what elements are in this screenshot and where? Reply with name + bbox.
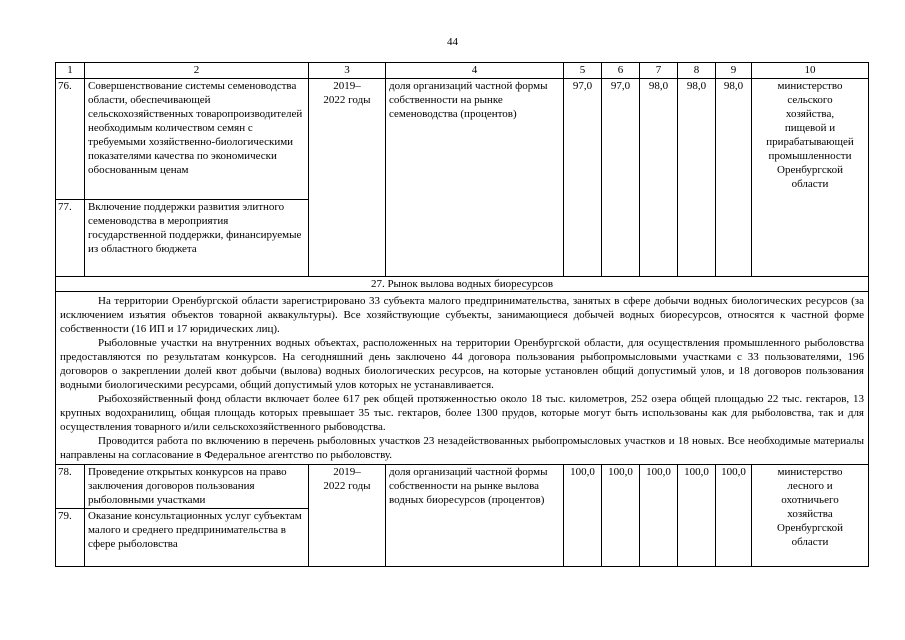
value-cell: 97,0 <box>564 79 602 277</box>
measure-description: Совершенствование системы семеноводства области, обеспечивающей сельскохозяйственных товаропроизводителей необходимым количеством семян с требуемыми хозяйственно-биологическими показателями качества по экономически обоснованным ценам <box>85 79 309 200</box>
column-number: 5 <box>564 63 602 79</box>
value-cell: 98,0 <box>640 79 678 277</box>
narrative-paragraph: Рыболовные участки на внутренних водных объектах, расположенных на территории Оренбургской области, для осуществления промышленного рыболовства предоставляются по результатам конкурсов. На сегодняшний день заключено 44 договора пользования рыбопромысловыми участками с 33 пользователями, 196 договоров о закреплении долей квот добычи (вылова) водных биологических ресурсов, на которые установлен общий допустимый улов, и 18 договоров пользования водными биологическими ресурсами, общий допустимый улов которых не устанавливается. <box>60 337 864 391</box>
indicator-cell: доля организаций частной формы собственности на рынке вылова водных биоресурсов (процентов) <box>386 465 564 567</box>
page-number: 44 <box>447 36 458 48</box>
column-number-header <box>56 63 869 79</box>
period-text: 2019– 2022 годы <box>323 80 371 106</box>
value-cell: 100,0 <box>602 465 640 567</box>
program-table <box>55 62 869 567</box>
value-cell: 100,0 <box>564 465 602 567</box>
row-number: 77. <box>56 200 85 277</box>
column-number: 2 <box>85 63 309 79</box>
period-cell <box>309 465 386 567</box>
value-cell: 97,0 <box>602 79 640 277</box>
narrative-paragraph: Рыбохозяйственный фонд области включает более 617 рек общей протяженностью около 18 тыс. километров, 252 озера общей площадью 22 тыс. гектаров, 13 крупных водохранилищ, общая площадь которых превышает 35 тыс. гектаров, более 1300 прудов, которые могут быть использованы как для рыболовства, так и для осуществления товарного и/или сельскохозяйственного рыбоводства. <box>60 393 864 433</box>
measure-description: Проведение открытых конкурсов на право заключения договоров пользования рыболовными участками <box>85 465 309 509</box>
value-cell: 100,0 <box>716 465 752 567</box>
column-number: 1 <box>56 63 85 79</box>
value-cell: 98,0 <box>716 79 752 277</box>
section-row <box>56 277 869 292</box>
table-row <box>56 465 869 509</box>
table-row <box>56 79 869 200</box>
column-number: 10 <box>752 63 869 79</box>
column-number: 7 <box>640 63 678 79</box>
responsible-cell: министерство лесного и охотничьего хозяйства Оренбургской области <box>752 465 869 567</box>
narrative-paragraph: На территории Оренбургской области зарегистрировано 33 субъекта малого предпринимательства, занятых в сфере добычи водных биологических ресурсов (за исключением изъятия объектов товарной аквакультуры). Все хозяйствующие субъекты, занимающиеся добычей водных биоресурсов, относятся к частной форме собственности (16 ИП и 17 юридических лиц). <box>60 295 864 335</box>
column-number: 4 <box>386 63 564 79</box>
value-cell: 100,0 <box>678 465 716 567</box>
column-number: 3 <box>309 63 386 79</box>
column-number: 8 <box>678 63 716 79</box>
measure-description: Оказание консультационных услуг субъектам малого и среднего предпринимательства в сфере рыболовства <box>85 509 309 567</box>
section-narrative <box>56 292 869 465</box>
row-number: 79. <box>56 509 85 567</box>
value-cell: 98,0 <box>678 79 716 277</box>
column-number: 9 <box>716 63 752 79</box>
period-cell <box>309 79 386 277</box>
narrative-paragraph: Проводится работа по включению в перечень рыболовных участков 23 незадействованных рыбопромысловых участков и 18 новых. Все необходимые материалы направлены на согласование в Федеральное агентство по рыболовству. <box>60 435 864 461</box>
responsible-cell: министерство сельского хозяйства, пищевой и прирабатывающей промышленности Оренбургской области <box>752 79 869 277</box>
row-number: 76. <box>56 79 85 200</box>
section-title: 27. Рынок вылова водных биоресурсов <box>56 277 869 292</box>
indicator-cell: доля организаций частной формы собственности на рынке семеноводства (процентов) <box>386 79 564 277</box>
row-number: 78. <box>56 465 85 509</box>
narrative-row <box>56 292 869 465</box>
value-cell: 100,0 <box>640 465 678 567</box>
period-text: 2019– 2022 годы <box>323 466 371 492</box>
measure-description: Включение поддержки развития элитного семеноводства в мероприятия государственной поддержки, финансируемые из областного бюджета <box>85 200 309 277</box>
column-number: 6 <box>602 63 640 79</box>
